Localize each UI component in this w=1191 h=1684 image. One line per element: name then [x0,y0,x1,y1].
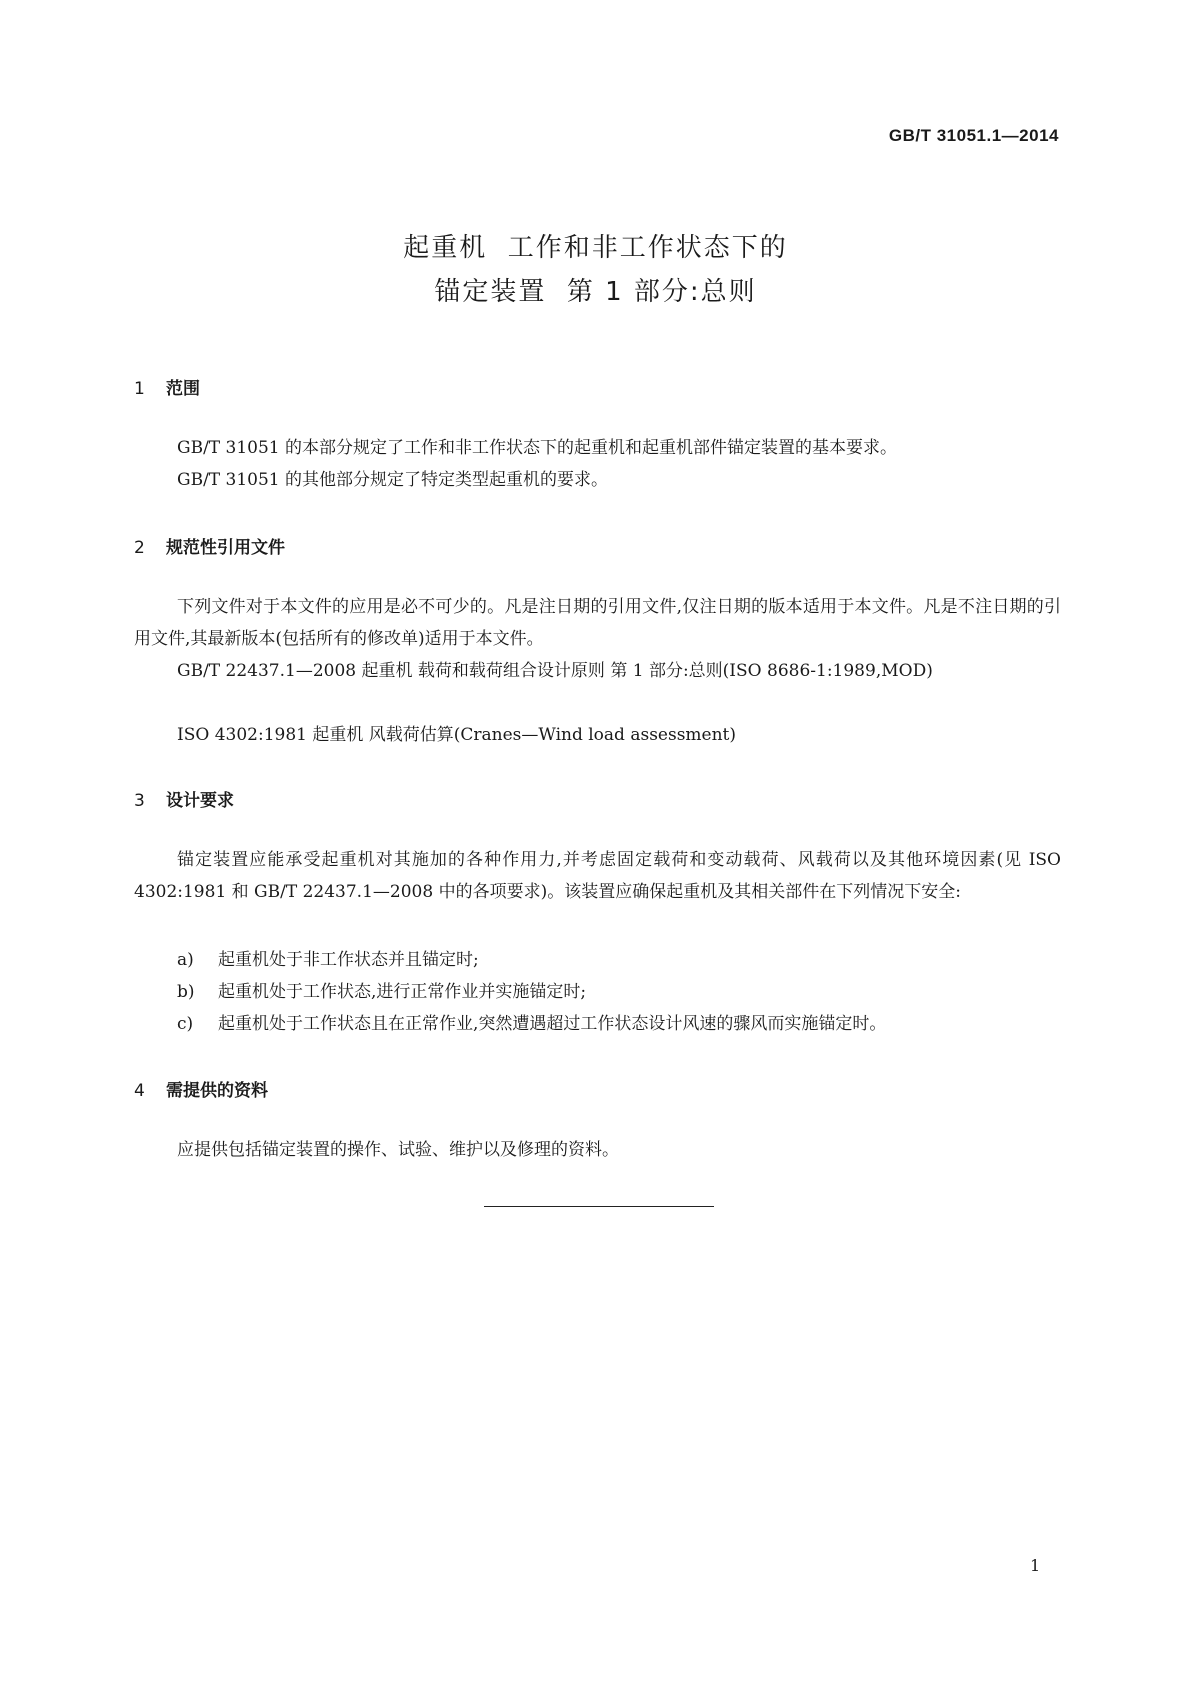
reference-iso-4302: ISO 4302:1981 起重机 风载荷估算(Cranes—Wind load assessment) [177,725,737,745]
scope-paragraph-1: GB/T 31051 的本部分规定了工作和非工作状态下的起重机和起重机部件锚定装置的基本要求。 [177,438,898,458]
information-paragraph: 应提供包括锚定装置的操作、试验、维护以及修理的资料。 [177,1140,619,1160]
section-number: 2 [134,538,145,558]
section-title: 规范性引用文件 [166,538,285,558]
list-item-text: 起重机处于非工作状态并且锚定时; [218,950,479,970]
section-heading-information-to-be-provided [134,1076,268,1101]
section-number: 4 [134,1081,145,1101]
section-title: 范围 [166,379,200,399]
document-title [0,226,1191,314]
list-item [177,977,586,1002]
design-requirements-paragraph: 锚定装置应能承受起重机对其施加的各种作用力,并考虑固定载荷和变动载荷、风载荷以及其他环境因素(见 ISO 4302:1981 和 GB/T 22437.1—2008 中的各项要求)。该装置应确保起重机及其相关部件在下列情况下安全: [134,850,1061,902]
list-item-text: 起重机处于工作状态,进行正常作业并实施锚定时; [218,982,587,1002]
title-line-2: 锚定装置 第 1 部分:总则 [434,277,757,307]
list-item-text: 起重机处于工作状态且在正常作业,突然遭遇超过工作状态设计风速的骤风而实施锚定时。 [218,1014,887,1034]
list-item [177,1009,886,1034]
title-line-1: 起重机 工作和非工作状态下的 [403,233,788,263]
section-number: 3 [134,791,145,811]
list-item [177,945,479,970]
scope-paragraph-2: GB/T 31051 的其他部分规定了特定类型起重机的要求。 [177,470,609,490]
standard-number: GB/T 31051.1—2014 [888,126,1059,145]
list-marker: a) [177,950,194,970]
list-marker: c) [177,1014,194,1034]
end-of-document-rule [484,1206,714,1207]
reference-gbt-22437: GB/T 22437.1—2008 起重机 载荷和载荷组合设计原则 第 1 部分:总则(ISO 8686-1:1989,MOD) [177,661,933,681]
section-heading-scope [134,374,200,399]
section-heading-normative-references [134,533,285,558]
section-title: 设计要求 [166,791,234,811]
section-title: 需提供的资料 [166,1081,268,1101]
references-intro-paragraph: 下列文件对于本文件的应用是必不可少的。凡是注日期的引用文件,仅注日期的版本适用于本文件。凡是不注日期的引用文件,其最新版本(包括所有的修改单)适用于本文件。 [134,597,1061,649]
section-heading-design-requirements [134,786,234,811]
list-marker: b) [177,982,195,1002]
page-number: 1 [1030,1556,1041,1575]
section-number: 1 [134,379,145,399]
